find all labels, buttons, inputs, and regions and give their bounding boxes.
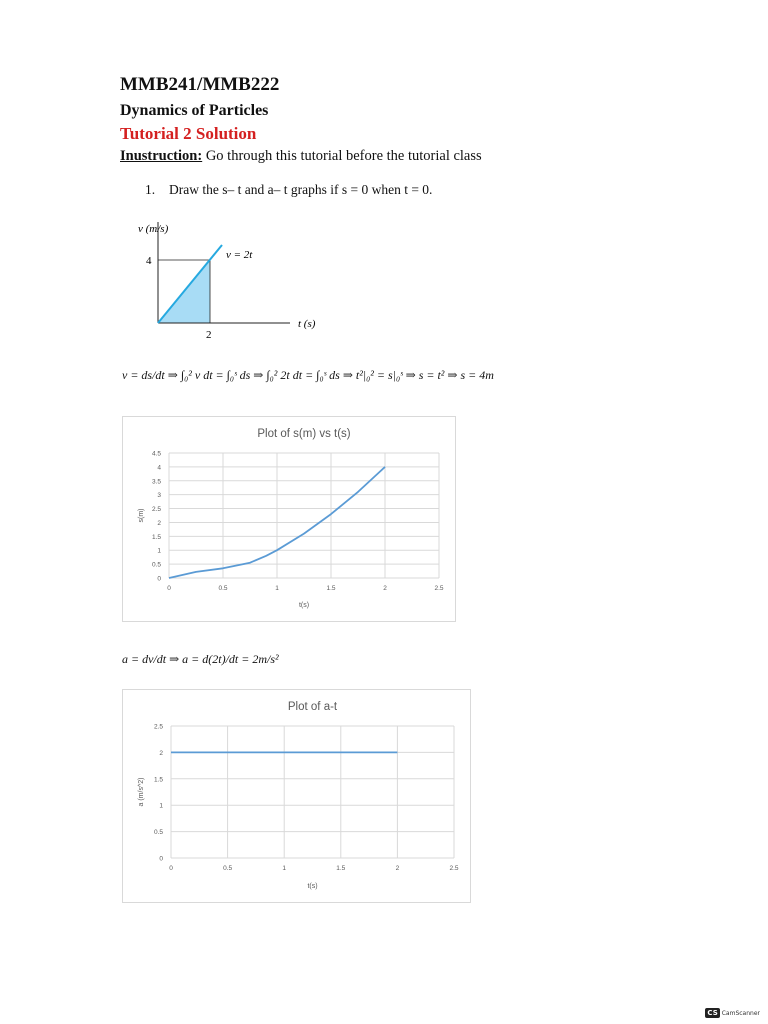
y-tick-label: 4.5 [151, 450, 161, 458]
y-tick-label: 0 [159, 855, 163, 863]
y-tick-label: 0 [157, 575, 161, 583]
chart-s-t-frame [122, 416, 456, 622]
chart-a-t-frame [122, 689, 471, 903]
camscanner-text: CamScanner [721, 1009, 760, 1017]
y-tick-label: 0.5 [151, 561, 161, 569]
x-axis-label: t(s) [307, 883, 318, 890]
y-tick-label: 1 [157, 547, 161, 555]
x-axis-label: t(s) [298, 602, 310, 609]
t-axis-label: t (s) [298, 318, 316, 330]
y-tick-label: 3 [157, 492, 161, 500]
v-axis-label: v (m/s) [138, 223, 169, 235]
x-tick-label: 2.5 [449, 865, 459, 872]
y-tick-label: 3.5 [151, 478, 161, 486]
instruction-label: Inustruction: [120, 148, 203, 164]
solution-title: Tutorial 2 Solution [120, 124, 257, 143]
x-tick-label: 0 [169, 865, 173, 872]
x-tick-label: 2 [383, 585, 387, 592]
question-1 [145, 182, 432, 198]
chart-s-t [123, 417, 455, 621]
y-tick-label: 2.5 [151, 506, 161, 514]
x-tick-label: 2 [395, 865, 400, 872]
y-tick-label: 0.5 [153, 829, 163, 837]
y-tick-label: 2 [159, 749, 163, 757]
camscanner-badge: CS [707, 1009, 718, 1017]
y-tick-label: 1 [159, 802, 163, 810]
equation-2: a = dv/dt ⇒ a = d(2t)/dt = 2m/s² [122, 652, 279, 666]
y-tick-label: 2 [157, 519, 161, 527]
question-text: Draw the s– t and a– t graphs if s = 0 when t = 0. [169, 182, 433, 197]
chart-title: Plot of a-t [287, 701, 338, 713]
y-tick-label: 1.5 [151, 533, 161, 541]
chart-a-t [123, 690, 470, 902]
y-tick-label: 2.5 [153, 723, 163, 731]
instruction-text: Go through this tutorial before the tutorial class [202, 148, 482, 164]
x-tick-label: 0 [167, 585, 171, 592]
y-tick-label: 1.5 [153, 776, 163, 784]
x-tick-label: 0.5 [218, 585, 228, 592]
line-label: v = 2t [226, 249, 253, 261]
camscanner-watermark [705, 1008, 760, 1018]
course-code: MMB241/MMB222 [120, 74, 280, 95]
y-axis-label: s(m) [138, 508, 145, 523]
x-tick-label: 1 [282, 865, 287, 872]
instruction-line [120, 148, 482, 165]
course-subtitle: Dynamics of Particles [120, 102, 269, 119]
chart-title: Plot of s(m) vs t(s) [257, 428, 351, 440]
question-number: 1. [145, 182, 156, 197]
vt-sketch [130, 218, 360, 348]
x-tick-label: 1.5 [336, 865, 346, 872]
x-tick-label: 1.5 [326, 585, 336, 592]
equation-1: v = ds/dt ⇒ ∫₀² v dt = ∫₀ˢ ds ⇒ ∫₀² 2t dt = ∫₀ˢ ds ⇒ t²|₀² = s|₀ˢ ⇒ s = t² ⇒ s = 4m [122, 368, 494, 382]
y-axis-label: a (m/s^2) [138, 777, 145, 807]
x-tick-label: 2.5 [434, 585, 444, 592]
x-tick-label: 0.5 [223, 865, 233, 872]
v-tick: 4 [146, 255, 152, 267]
t-tick: 2 [206, 329, 212, 341]
x-tick-label: 1 [275, 585, 279, 592]
y-tick-label: 4 [157, 464, 161, 472]
